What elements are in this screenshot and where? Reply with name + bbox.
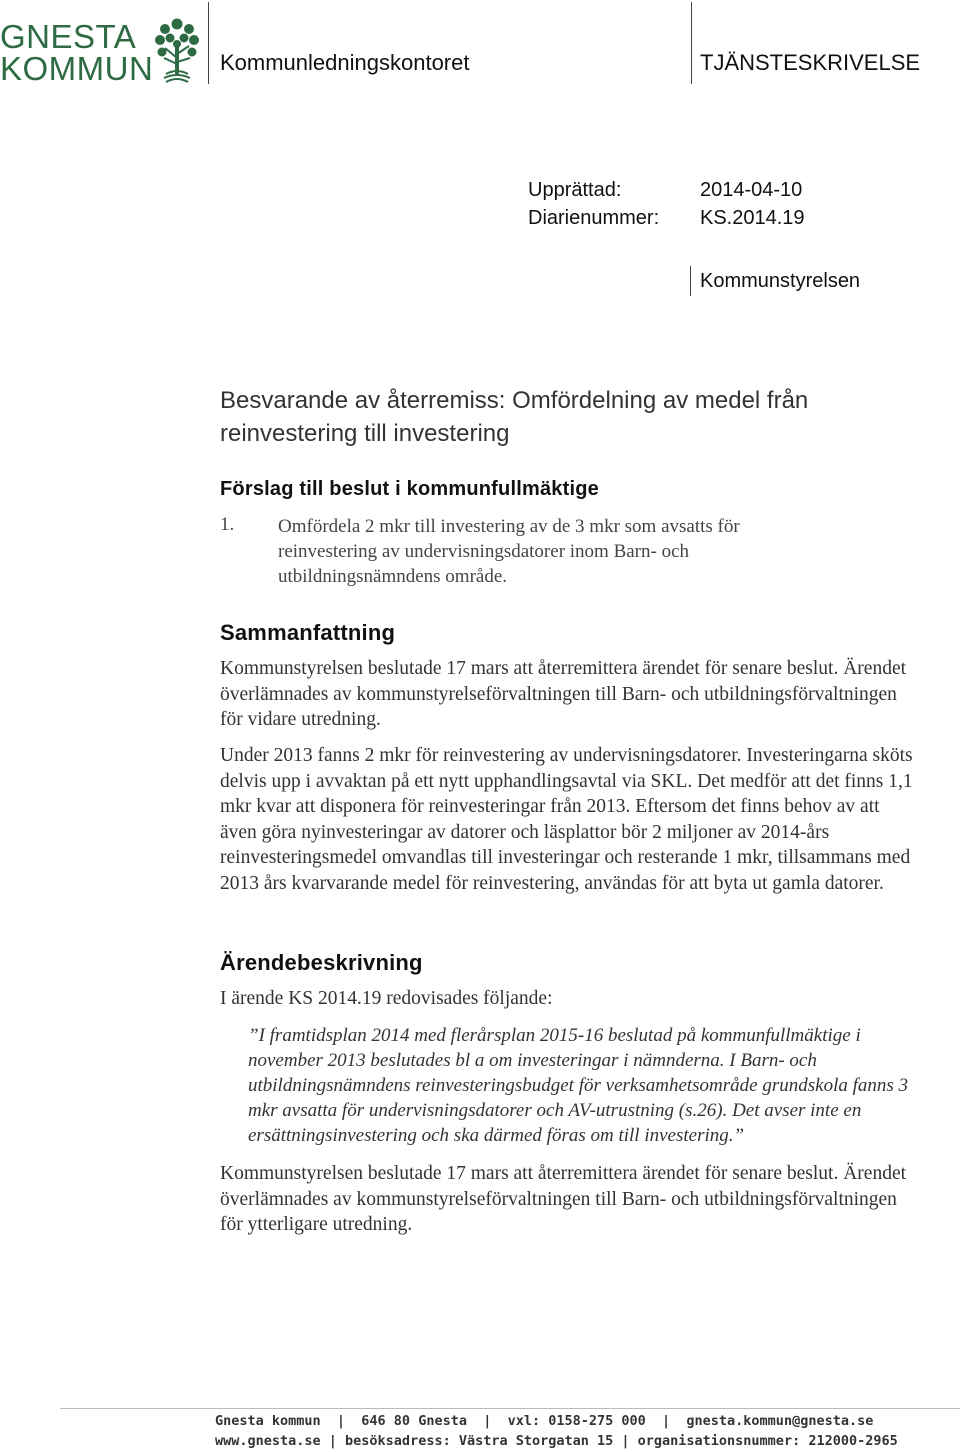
header-divider-left xyxy=(208,2,209,84)
summary-heading-text: Sammanfattning xyxy=(220,620,396,645)
document-type: TJÄNSTESKRIVELSE xyxy=(700,50,921,75)
footer-address-line: www.gnesta.se | besöksadress: Västra Storgatan 15 | organisationsnummer: 212000-2965 xyxy=(215,1433,898,1449)
municipality-logo xyxy=(0,14,200,86)
logo-word-gnesta: GNESTA xyxy=(0,18,137,55)
department-name: Kommunledningskontoret xyxy=(220,50,470,75)
description-quote: ”I framtidsplan 2014 med flerårsplan 2015-16 beslutad på kommunfullmäktige i november 2013 beslutades bl a om investeringar i nämnderna. I Barn- och utbildningsnämndens reinvesteringsbudget för verksamhetsområde grundskola fanns 3 mkr avsatta för undervisningsdatorer och AV-utrustning (s.26). Det avser inte en ersättningsinvestering och ska därmed föras om till investering.” xyxy=(248,1025,909,1146)
proposal-item-text: Omfördela 2 mkr till investering av de 3 mkr som avsatts för reinvestering av undervisningsdatorer inom Barn- och utbildningsnämndens område. xyxy=(278,516,740,587)
document-title: Besvarande av återremiss: Omfördelning av medel från reinvestering till investering xyxy=(220,387,809,447)
summary-heading xyxy=(220,620,395,646)
footer-rule xyxy=(60,1408,960,1409)
logo-word-kommun: KOMMUN xyxy=(0,50,154,87)
summary-paragraph-1: Kommunstyrelsen beslutade 17 mars att återremittera ärendet för senare beslut. Ärendet överlämnades av kommunstyrelseförvaltningen till Barn- och utbildningsförvaltningen för vidare utredning. xyxy=(220,658,907,730)
description-heading xyxy=(220,950,423,976)
recipient-divider xyxy=(690,266,691,296)
created-label: Upprättad: xyxy=(528,179,622,201)
tree-emblem-icon xyxy=(152,14,202,86)
diary-label: Diarienummer: xyxy=(528,207,660,229)
footer-contact-line: Gnesta kommun | 646 80 Gnesta | vxl: 0158-275 000 | gnesta.kommun@gnesta.se xyxy=(215,1413,874,1429)
created-date: 2014-04-10 xyxy=(700,179,803,201)
proposal-heading xyxy=(220,478,599,501)
header-divider-right xyxy=(691,2,692,84)
recipient: Kommunstyrelsen xyxy=(700,270,861,292)
summary-paragraph-2: Under 2013 fanns 2 mkr för reinvestering av undervisningsdatorer. Investeringarna sköts delvis upp i avvaktan på ett nytt upphandlingsavtal via SKL. Det medför att det finns 1,1 mkr kvar att disponera för reinvesteringar från 2013. Eftersom det finns behov av att även göra nyinvesteringar av datorer och läsplattor bör 2 miljoner av 2014-års reinvesteringsmedel omvandlas till investeringar och resterande 1 mkr, tillsammans med 2013 års kvarvarande medel för reinvestering, användas för att byta ut gamla datorer. xyxy=(220,745,913,894)
description-heading-text: Ärendebeskrivning xyxy=(220,950,423,975)
diary-number: KS.2014.19 xyxy=(700,207,805,229)
description-closing: Kommunstyrelsen beslutade 17 mars att återremittera ärendet för senare beslut. Ärendet överlämnades av kommunstyrelseförvaltningen till Barn- och utbildningsförvaltningen för ytterligare utredning. xyxy=(220,1163,907,1235)
proposal-heading-text: Förslag till beslut i kommunfullmäktige xyxy=(220,478,599,500)
description-intro: I ärende KS 2014.19 redovisades följande: xyxy=(220,988,553,1009)
proposal-item-number: 1. xyxy=(220,514,235,535)
